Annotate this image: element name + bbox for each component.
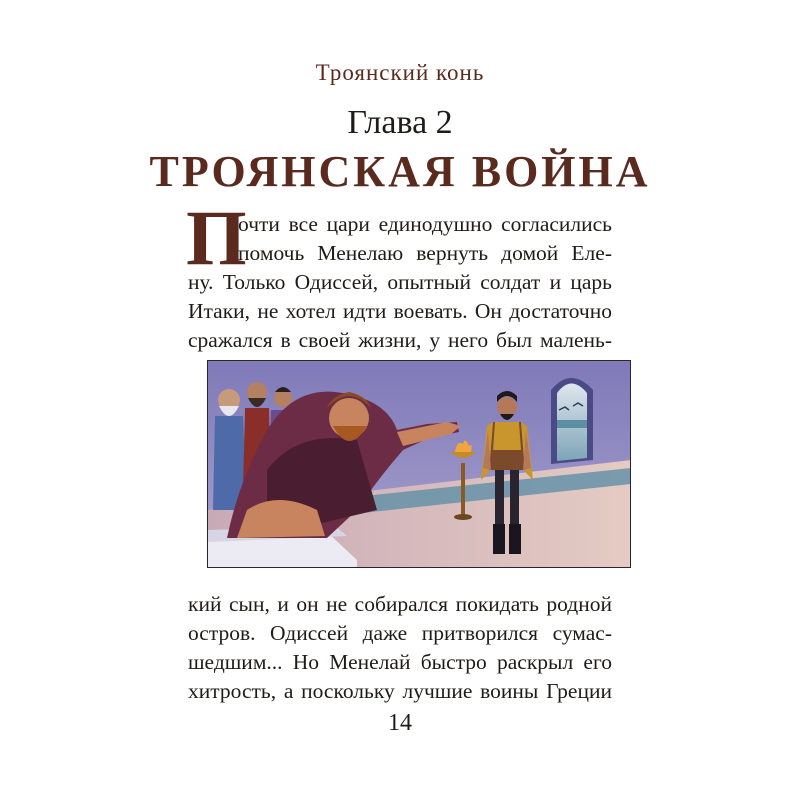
illustration (207, 360, 631, 568)
text-line: помочь Менелаю вернуть домой Еле- (238, 241, 612, 265)
text-line: хитрость, а поскольку лучшие воины Греции (188, 679, 612, 703)
page-number: 14 (388, 710, 412, 736)
window (551, 378, 593, 464)
text-line: кий сын, и он не собирался покидать родной (188, 592, 612, 616)
chapter-title: ТРОЯНСКАЯ ВОЙНА (149, 147, 651, 196)
paragraph-bottom (188, 590, 612, 706)
text-line: Итаки, не хотел идти воевать. Он достаточно (188, 299, 612, 323)
drop-cap: П (186, 194, 247, 281)
text-line: очти все цари единодушно согласились (238, 212, 612, 236)
paragraph-top (188, 210, 612, 355)
text-line: шедшим... Но Менелай быстро раскрыл его (188, 650, 612, 674)
text-line: остров. Одиссей даже притворился сумас- (188, 621, 612, 645)
chapter-label: Глава 2 (347, 104, 453, 141)
running-head: Троянский конь (315, 60, 485, 85)
text-line: ну. Только Одиссей, опытный солдат и царь (188, 270, 612, 294)
text-line: сражался в своей жизни, у него был малень- (188, 328, 612, 352)
